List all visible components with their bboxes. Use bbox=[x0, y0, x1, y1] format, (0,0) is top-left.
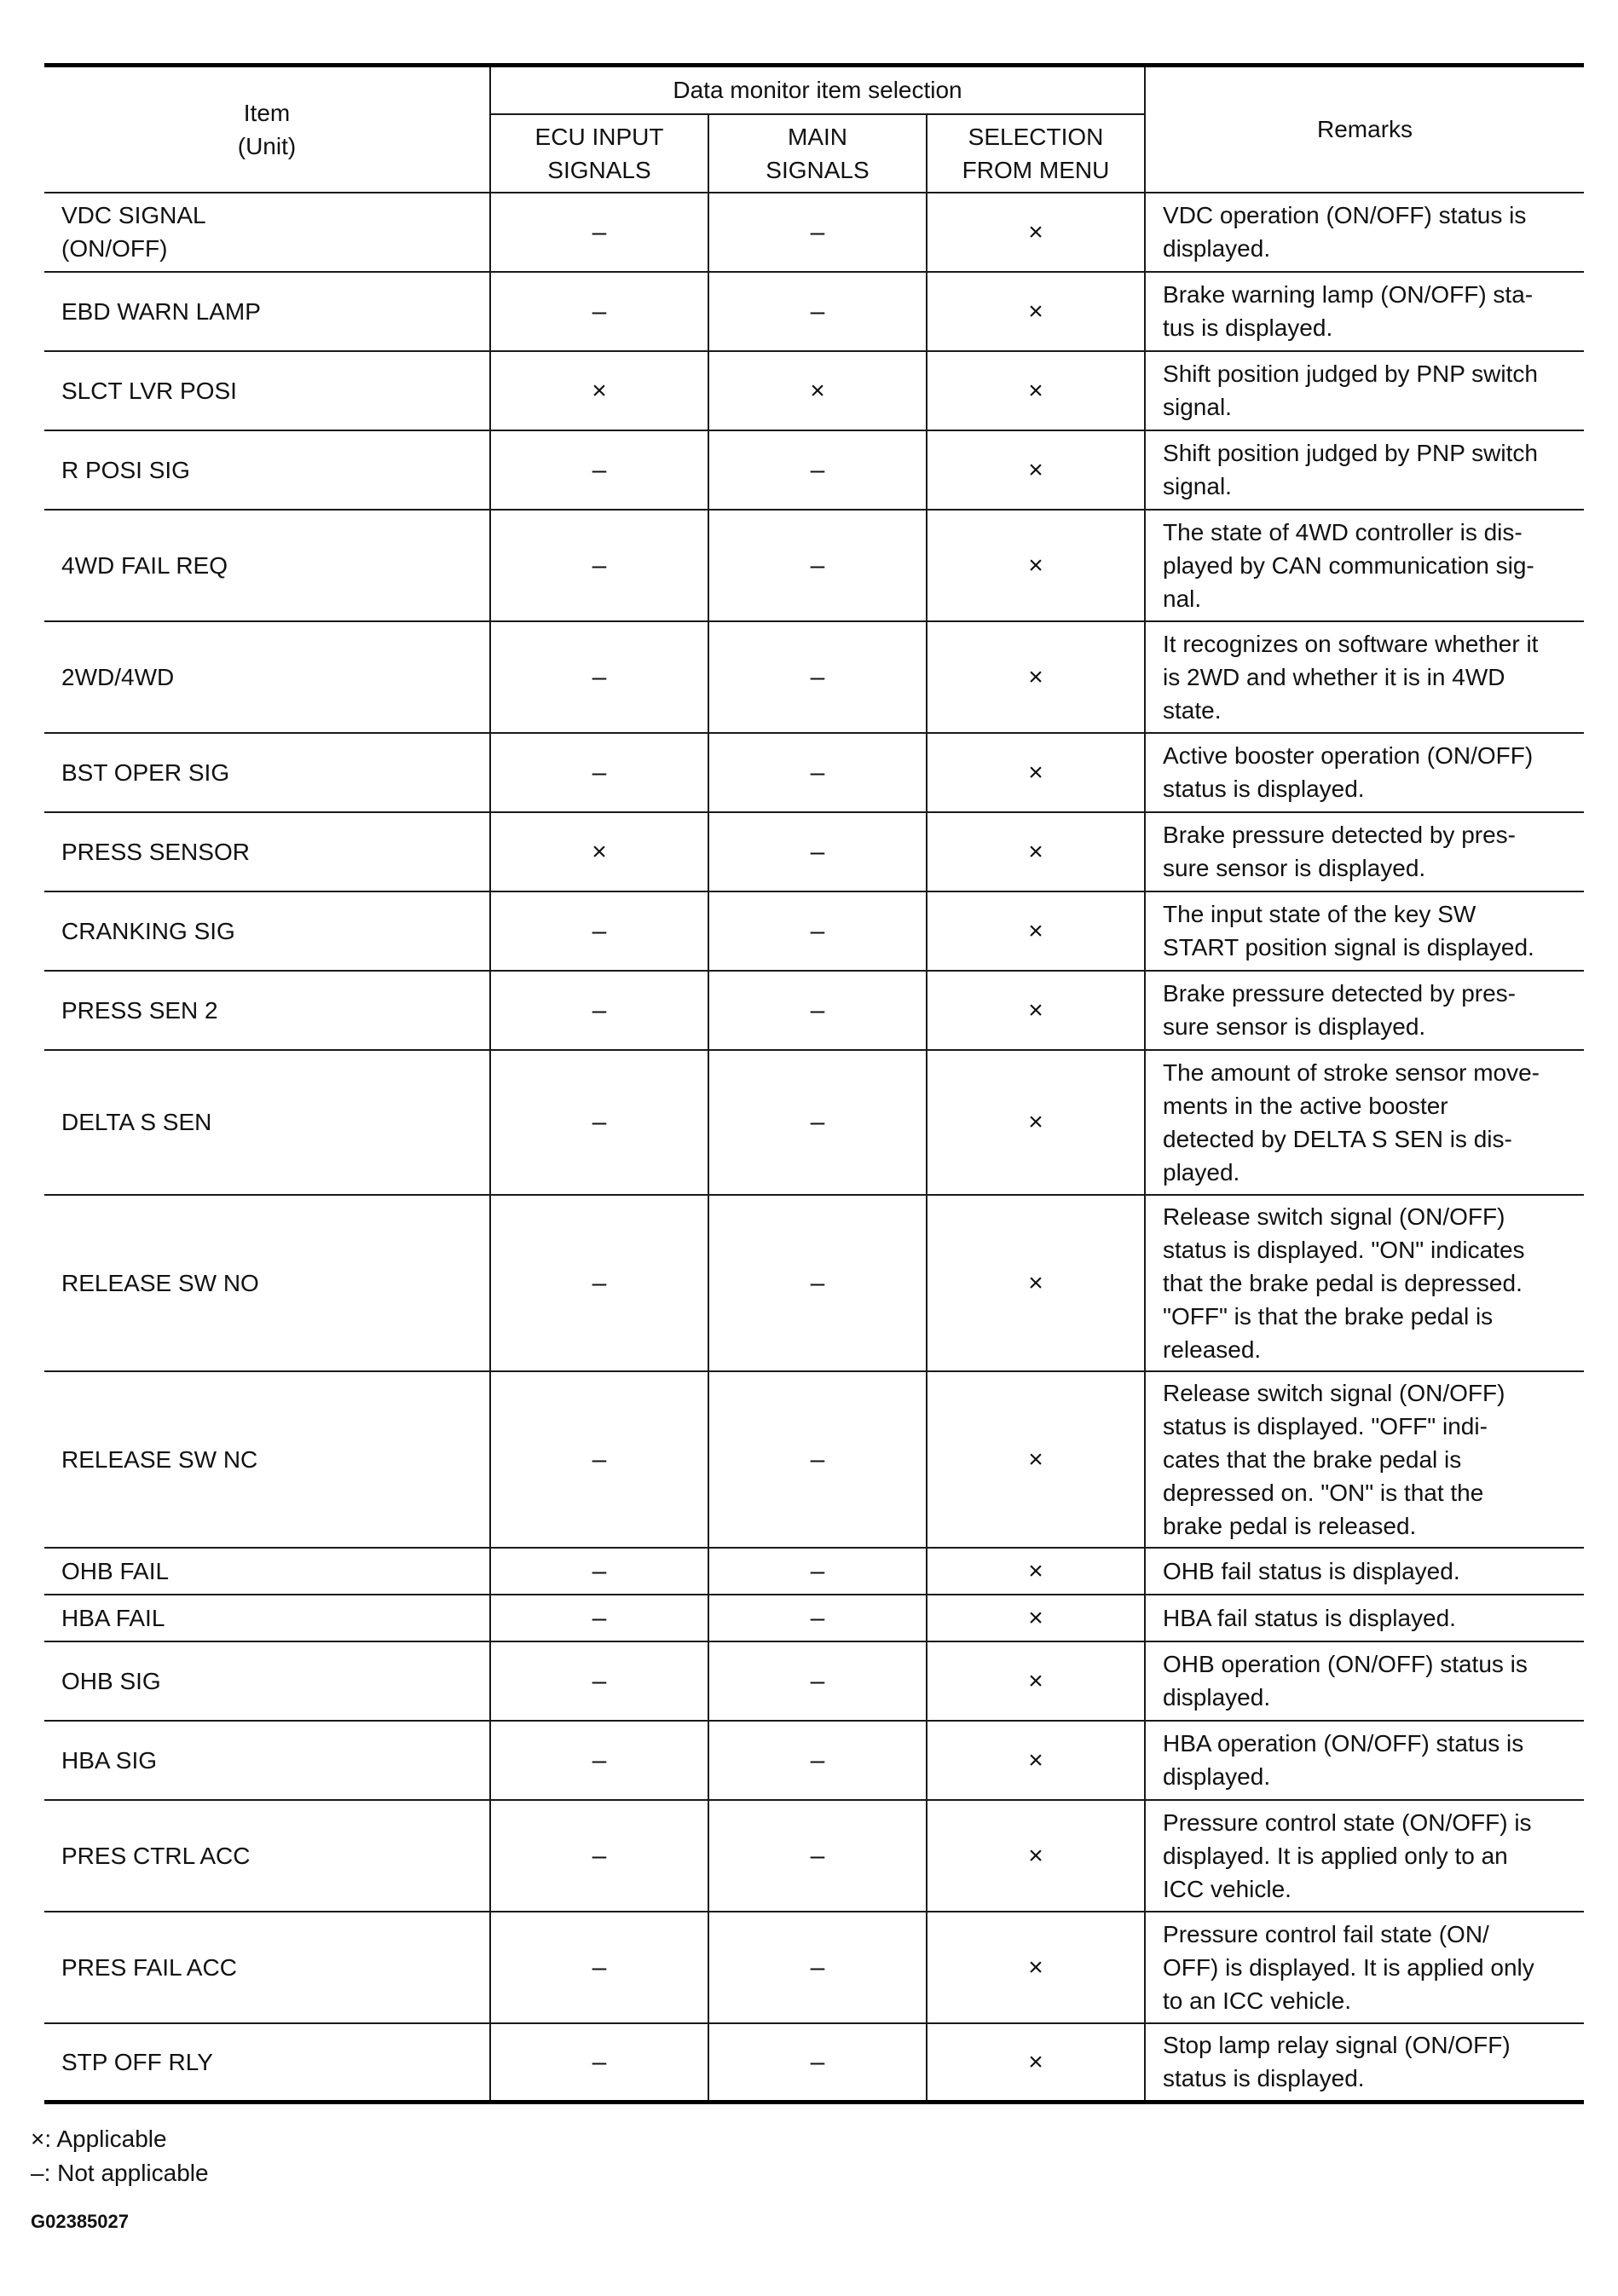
remarks-cell: Shift position judged by PNP switch signal. bbox=[1145, 430, 1584, 510]
selection-menu-mark: × bbox=[927, 510, 1145, 621]
ecu-input-mark: – bbox=[490, 733, 708, 812]
selection-menu-mark: × bbox=[927, 733, 1145, 812]
remarks-cell: Pressure control fail state (ON/ OFF) is displayed. It is applied only to an ICC vehicle. bbox=[1145, 1912, 1584, 2023]
remarks-cell: Release switch signal (ON/OFF) status is displayed. "OFF" indi- cates that the brake pedal is depressed on. "ON" is that the brake pedal is released. bbox=[1145, 1371, 1584, 1548]
main-signals-mark: – bbox=[708, 621, 927, 733]
item-cell: PRES CTRL ACC bbox=[44, 1800, 490, 1912]
ecu-input-mark: – bbox=[490, 1195, 708, 1371]
item-cell: 4WD FAIL REQ bbox=[44, 510, 490, 621]
table-row bbox=[44, 430, 1584, 510]
legend-not-applicable: –: Not applicable bbox=[31, 2160, 209, 2186]
main-signals-mark: – bbox=[708, 272, 927, 351]
main-signals-mark: – bbox=[708, 1595, 927, 1641]
selection-menu-mark: × bbox=[927, 621, 1145, 733]
main-signals-mark: – bbox=[708, 430, 927, 510]
ecu-input-mark: – bbox=[490, 891, 708, 971]
table-row bbox=[44, 971, 1584, 1050]
ecu-input-mark: – bbox=[490, 1800, 708, 1912]
main-signals-mark: × bbox=[708, 351, 927, 430]
selection-menu-mark: × bbox=[927, 430, 1145, 510]
remarks-cell: Stop lamp relay signal (ON/OFF) status is displayed. bbox=[1145, 2023, 1584, 2103]
main-signals-mark: – bbox=[708, 1800, 927, 1912]
ecu-input-mark: × bbox=[490, 351, 708, 430]
table-row bbox=[44, 272, 1584, 351]
selection-menu-mark: × bbox=[927, 1548, 1145, 1595]
remarks-cell: Brake warning lamp (ON/OFF) sta- tus is displayed. bbox=[1145, 272, 1584, 351]
ecu-input-mark: – bbox=[490, 971, 708, 1050]
main-signals-mark: – bbox=[708, 510, 927, 621]
selection-menu-mark: × bbox=[927, 1195, 1145, 1371]
remarks-cell: OHB operation (ON/OFF) status is displayed. bbox=[1145, 1641, 1584, 1721]
item-cell: PRESS SEN 2 bbox=[44, 971, 490, 1050]
ecu-input-signals-header: ECU INPUT SIGNALS bbox=[490, 114, 708, 193]
main-signals-mark: – bbox=[708, 2023, 927, 2103]
remarks-cell: Shift position judged by PNP switch signal. bbox=[1145, 351, 1584, 430]
selection-menu-mark: × bbox=[927, 351, 1145, 430]
data-monitor-table bbox=[44, 63, 1584, 2104]
item-cell: RELEASE SW NO bbox=[44, 1195, 490, 1371]
table-row bbox=[44, 510, 1584, 621]
item-cell: PRES FAIL ACC bbox=[44, 1912, 490, 2023]
main-signals-mark: – bbox=[708, 891, 927, 971]
legend-applicable: ×: Applicable bbox=[31, 2126, 167, 2152]
ecu-input-mark: – bbox=[490, 2023, 708, 2103]
ecu-input-mark: – bbox=[490, 621, 708, 733]
item-cell: R POSI SIG bbox=[44, 430, 490, 510]
selection-menu-mark: × bbox=[927, 891, 1145, 971]
ecu-input-mark: – bbox=[490, 1912, 708, 2023]
data-monitor-sheet bbox=[44, 63, 1584, 2104]
main-signals-mark: – bbox=[708, 971, 927, 1050]
main-signals-mark: – bbox=[708, 1912, 927, 2023]
main-signals-mark: – bbox=[708, 733, 927, 812]
main-signals-mark: – bbox=[708, 1195, 927, 1371]
item-cell: OHB FAIL bbox=[44, 1548, 490, 1595]
item-cell: DELTA S SEN bbox=[44, 1050, 490, 1195]
remarks-cell: The amount of stroke sensor move- ments in the active booster detected by DELTA S SEN is dis- played. bbox=[1145, 1050, 1584, 1195]
selection-from-menu-header: SELECTION FROM MENU bbox=[927, 114, 1145, 193]
table-row bbox=[44, 1050, 1584, 1195]
ecu-input-mark: – bbox=[490, 272, 708, 351]
data-monitor-selection-header: Data monitor item selection bbox=[490, 66, 1145, 114]
selection-menu-mark: × bbox=[927, 1800, 1145, 1912]
item-header-label: Item bbox=[243, 99, 291, 126]
remarks-cell: Pressure control state (ON/OFF) is displayed. It is applied only to an ICC vehicle. bbox=[1145, 1800, 1584, 1912]
table-row bbox=[44, 621, 1584, 733]
table-row bbox=[44, 1721, 1584, 1800]
ecu-input-mark: × bbox=[490, 812, 708, 891]
remarks-cell: Active booster operation (ON/OFF) status is displayed. bbox=[1145, 733, 1584, 812]
table-row bbox=[44, 1800, 1584, 1912]
item-cell: BST OPER SIG bbox=[44, 733, 490, 812]
main-signals-mark: – bbox=[708, 1371, 927, 1548]
remarks-cell: Release switch signal (ON/OFF) status is displayed. "ON" indicates that the brake pedal is depressed. "OFF" is that the brake pedal is released. bbox=[1145, 1195, 1584, 1371]
table-header bbox=[44, 66, 1584, 193]
selection-menu-mark: × bbox=[927, 812, 1145, 891]
remarks-cell: HBA operation (ON/OFF) status is displayed. bbox=[1145, 1721, 1584, 1800]
item-cell: 2WD/4WD bbox=[44, 621, 490, 733]
remarks-cell: Brake pressure detected by pres- sure sensor is displayed. bbox=[1145, 971, 1584, 1050]
selection-menu-mark: × bbox=[927, 1595, 1145, 1641]
selection-menu-mark: × bbox=[927, 2023, 1145, 2103]
figure-code: G02385027 bbox=[31, 2211, 129, 2232]
selection-menu-mark: × bbox=[927, 971, 1145, 1050]
table-row bbox=[44, 1548, 1584, 1595]
item-cell: PRESS SENSOR bbox=[44, 812, 490, 891]
main-signals-mark: – bbox=[708, 1721, 927, 1800]
ecu-input-mark: – bbox=[490, 1595, 708, 1641]
main-signals-mark: – bbox=[708, 1548, 927, 1595]
selection-menu-mark: × bbox=[927, 1721, 1145, 1800]
ecu-input-mark: – bbox=[490, 1641, 708, 1721]
table-row bbox=[44, 812, 1584, 891]
selection-menu-mark: × bbox=[927, 193, 1145, 272]
remarks-cell: It recognizes on software whether it is 2WD and whether it is in 4WD state. bbox=[1145, 621, 1584, 733]
ecu-input-mark: – bbox=[490, 193, 708, 272]
remarks-cell: The state of 4WD controller is dis- played by CAN communication sig- nal. bbox=[1145, 510, 1584, 621]
item-cell: EBD WARN LAMP bbox=[44, 272, 490, 351]
remarks-cell: The input state of the key SW START position signal is displayed. bbox=[1145, 891, 1584, 971]
table-row bbox=[44, 1595, 1584, 1641]
main-signals-mark: – bbox=[708, 1641, 927, 1721]
remarks-cell: Brake pressure detected by pres- sure sensor is displayed. bbox=[1145, 812, 1584, 891]
main-signals-mark: – bbox=[708, 193, 927, 272]
ecu-input-mark: – bbox=[490, 1548, 708, 1595]
item-cell: STP OFF RLY bbox=[44, 2023, 490, 2103]
main-signals-mark: – bbox=[708, 812, 927, 891]
table-row bbox=[44, 193, 1584, 272]
table-row bbox=[44, 1641, 1584, 1721]
remarks-cell: OHB fail status is displayed. bbox=[1145, 1548, 1584, 1595]
table-row bbox=[44, 1371, 1584, 1548]
main-signals-mark: – bbox=[708, 1050, 927, 1195]
item-unit-header bbox=[44, 66, 490, 193]
table-row bbox=[44, 1195, 1584, 1371]
table-row bbox=[44, 891, 1584, 971]
ecu-input-mark: – bbox=[490, 510, 708, 621]
selection-menu-mark: × bbox=[927, 1371, 1145, 1548]
item-cell: HBA FAIL bbox=[44, 1595, 490, 1641]
ecu-input-mark: – bbox=[490, 1050, 708, 1195]
ecu-input-mark: – bbox=[490, 1721, 708, 1800]
selection-menu-mark: × bbox=[927, 1641, 1145, 1721]
remarks-cell: VDC operation (ON/OFF) status is displayed. bbox=[1145, 193, 1584, 272]
table-row bbox=[44, 733, 1584, 812]
remarks-cell: HBA fail status is displayed. bbox=[1145, 1595, 1584, 1641]
item-cell: OHB SIG bbox=[44, 1641, 490, 1721]
table-body bbox=[44, 193, 1584, 2103]
legend bbox=[31, 2122, 209, 2190]
ecu-input-mark: – bbox=[490, 430, 708, 510]
item-cell: SLCT LVR POSI bbox=[44, 351, 490, 430]
main-signals-header: MAIN SIGNALS bbox=[708, 114, 927, 193]
remarks-header: Remarks bbox=[1145, 66, 1584, 193]
item-cell: RELEASE SW NC bbox=[44, 1371, 490, 1548]
item-cell: CRANKING SIG bbox=[44, 891, 490, 971]
unit-header-label: (Unit) bbox=[237, 132, 297, 159]
table-row bbox=[44, 1912, 1584, 2023]
table-row bbox=[44, 2023, 1584, 2103]
selection-menu-mark: × bbox=[927, 272, 1145, 351]
item-cell: VDC SIGNAL (ON/OFF) bbox=[44, 193, 490, 272]
item-cell: HBA SIG bbox=[44, 1721, 490, 1800]
table-row bbox=[44, 351, 1584, 430]
selection-menu-mark: × bbox=[927, 1050, 1145, 1195]
ecu-input-mark: – bbox=[490, 1371, 708, 1548]
selection-menu-mark: × bbox=[927, 1912, 1145, 2023]
